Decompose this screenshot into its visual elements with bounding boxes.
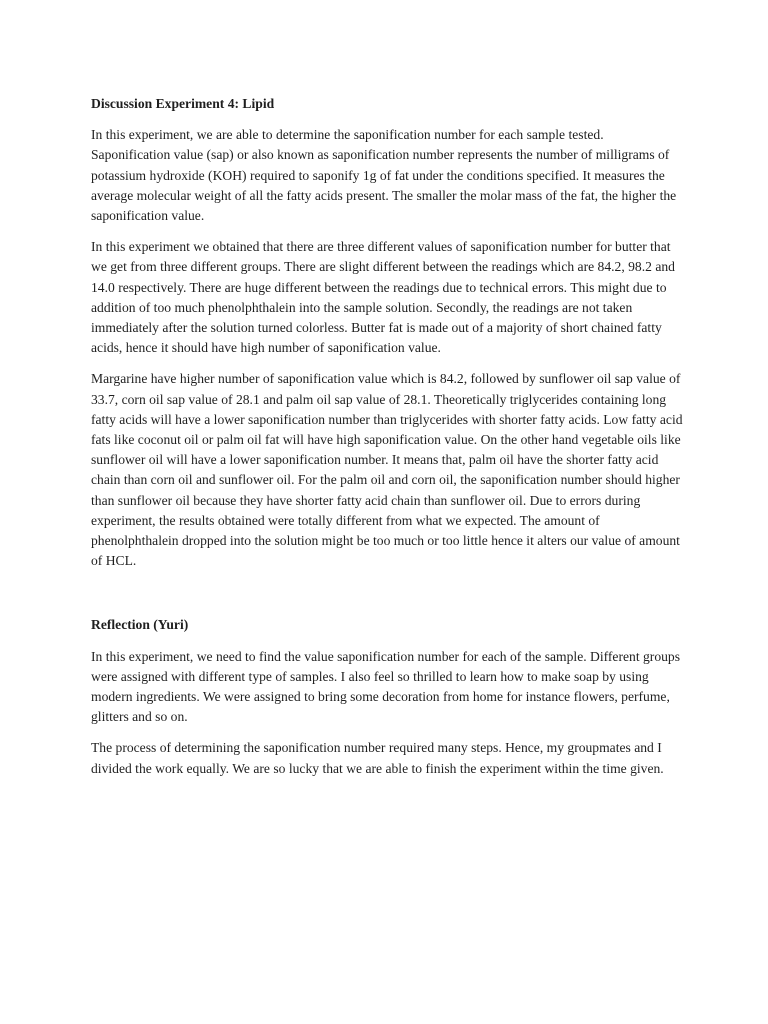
reflection-paragraph-1: In this experiment, we need to find the value saponification number for each of the sample. Different groups were assigned with different type of samples. I also feel so thrilled to learn how to make soap by using modern ingredients. We were assigned to bring some decoration from home for instance flowers, perfume, glitters and so on.	[91, 648, 680, 725]
discussion-paragraph-1: In this experiment, we are able to determine the saponification number for each sample tested. Saponification value (sap) or also known as saponification number represents the number of milligrams of potassium hydroxide (KOH) required to saponify 1g of fat under the conditions specified. It measures the average molecular weight of all the fatty acids present. The smaller the molar mass of the fat, the higher the saponification value.	[91, 127, 677, 224]
discussion-paragraph-3: Margarine have higher number of saponification value which is 84.2, followed by sunflower oil sap value of 33.7, corn oil sap value of 28.1 and palm oil sap value of 28.1. Theoretically triglycerides containing long fatty acids will have a lower saponification number than triglycerides with shorter fatty acids. Low fatty acid fats like coconut oil or palm oil fat will have high saponification value. On the other hand vegetable oils like sunflower oil will have a lower saponification number. It means that, palm oil have the shorter fatty acid chain than corn oil and sunflower oil. For the palm oil and corn oil, the saponification number should higher than sunflower oil because they have shorter fatty acid chain than sunflower oil. Due to errors during experiment, the results obtained were totally different from what we expected. The amount of phenolphthalein dropped into the solution might be too much or too little hence it alters our value of amount of HCL.	[91, 371, 683, 569]
reflection-paragraph-2: The process of determining the saponification number required many steps. Hence, my groupmates and I divided the work equally. We are so lucky that we are able to finish the experiment within the time given.	[91, 740, 664, 776]
discussion-paragraph-2: In this experiment we obtained that there are three different values of saponification number for butter that we get from three different groups. There are slight different between the readings which are 84.2, 98.2 and 14.0 respectively. There are huge different between the readings due to technical errors. This might due to addition of too much phenolphthalein into the sample solution. Secondly, the readings are not taken immediately after the solution turned colorless. Butter fat is made out of a majority of short chained fatty acids, hence it should have high number of saponification value.	[91, 239, 675, 356]
discussion-section	[91, 94, 686, 571]
reflection-section	[91, 615, 686, 778]
reflection-heading: Reflection (Yuri)	[91, 617, 189, 633]
discussion-heading: Discussion Experiment 4: Lipid	[91, 96, 275, 111]
section-spacer	[91, 582, 686, 615]
